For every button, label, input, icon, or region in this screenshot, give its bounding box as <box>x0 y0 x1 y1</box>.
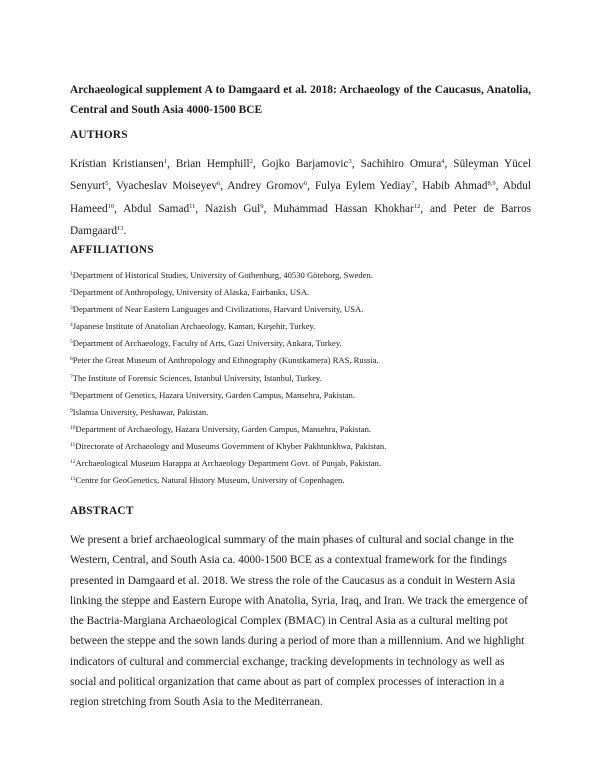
affiliation-text: Department of Archaeology, Hazara University, Garden Campus, Mansehra, Pakistan. <box>75 423 372 434</box>
author-affiliation-marker: 13 <box>117 224 124 232</box>
author-name: Süleyman Yücel Senyurt <box>70 158 531 193</box>
author-name: Habib Ahmad <box>422 180 488 193</box>
affiliation-number: 11 <box>70 441 76 448</box>
author-affiliation-marker: 8,9 <box>487 180 496 188</box>
affiliation-number: 7 <box>70 373 73 380</box>
affiliation-number: 5 <box>70 339 73 346</box>
affiliation-item <box>70 268 540 280</box>
author-name: Nazish Gul <box>205 202 261 215</box>
author-name: Peter de Barros Damgaard <box>70 202 531 237</box>
abstract-text: We present a brief archaeological summary of the main phases of cultural and social change in the Western, Central, and South Asia ca. 4000-1500 BCE as a contextual framework for the findings presented in Damgaard et al. 2018. We stress the role of the Caucasus as a conduit in Western Asia linking the steppe and Eastern Europe with Anatolia, Syria, Iraq, and Iran. We track the emergence of the Bactria-Margiana Archaeological Complex (BMAC) in Central Asia as a cultural melting pot between the steppe and the sown lands during a period of more than a millennium. And we highlight indicators of cultural and commercial exchange, tracking developments in technology as well as social and political organization that came about as part of complex processes of interaction in a region stretching from South Asia to the Mediterranean. <box>70 534 528 709</box>
author-name: Abdul Hameed <box>70 180 531 215</box>
affiliation-item <box>70 473 540 485</box>
author-name: Abdul Samad <box>123 202 190 215</box>
affiliation-text: Department of Near Eastern Languages and Civilizations, Harvard University, USA. <box>72 304 364 315</box>
author-affiliation-marker: 3 <box>348 158 352 165</box>
affiliation-text: Archaeological Museum Harappa at Archaeology Department Govt. of Punjab, Pakistan. <box>75 458 381 469</box>
affiliation-item <box>70 456 540 468</box>
affiliation-text: The Institute of Forensic Sciences, Istanbul University, Istanbul, Turkey. <box>72 372 322 383</box>
author-name: Vyacheslav Moiseyev <box>116 180 217 193</box>
author-name: Muhammad Hassan Khokhar <box>273 202 414 215</box>
affiliation-list <box>70 268 540 490</box>
affiliation-number: 10 <box>70 424 76 431</box>
author-name: Sachihiro Omura <box>360 158 442 170</box>
affiliation-text: Centre for GeoGenetics, Natural History Museum, University of Copenhagen. <box>75 475 345 486</box>
affiliation-item <box>70 388 540 400</box>
author-affiliation-marker: 10 <box>107 202 115 210</box>
author-affiliation-marker: 5 <box>105 180 109 188</box>
affiliation-item <box>70 439 540 451</box>
affiliations-heading: AFFILIATIONS <box>70 244 154 256</box>
affiliation-item <box>70 371 540 383</box>
author-list: Kristian Kristiansen$^1$, Brian Hemphill$^2$, Gojko Barjamovic$^3$, Sachihiro Omura$^4$, Süleyman Yücel Senyurt$^5$, Vyacheslav Moiseyev$^6$, Andrey Gromov$^6$, Fulya Eylem Yediay$^7$, Habib Ahmad$^{8,9}$, Abdul Hameed$^{10}$, Abdul Samad$^{11}$, Nazish Gul$^9$, Muhammad Hassan Khokhar$^{12}$, and Peter de Barros Damgaard$^{13}$. <box>70 158 531 237</box>
author-name: Brian Hemphill <box>175 158 250 170</box>
author-name: Kristian Kristiansen <box>70 158 164 170</box>
affiliation-text: Directorate of Archaeology and Museums Government of Khyber Pakhtunkhwa, Pakistan. <box>75 440 387 451</box>
author-name: Gojko Barjamovic <box>261 158 349 170</box>
author-affiliation-marker: 7 <box>411 180 415 188</box>
affiliation-text: Department of Historical Studies, University of Gothenburg, 40530 Göteborg, Sweden. <box>72 270 373 280</box>
authors-heading: AUTHORS <box>70 129 128 141</box>
abstract-heading: ABSTRACT <box>70 505 134 517</box>
affiliation-number: 3 <box>70 305 73 312</box>
affiliation-number: 1 <box>70 271 73 277</box>
affiliation-text: Department of Anthropology, University of Alaska, Fairbanks, USA. <box>72 287 310 298</box>
affiliation-text: Peter the Great Museum of Anthropology and Ethnography (Kunstkamera) RAS, Russia. <box>72 355 379 366</box>
affiliation-item <box>70 405 540 417</box>
affiliation-text: Islamia University, Peshawar, Pakistan. <box>72 406 209 417</box>
paper-title: Archaeological supplement A to Damgaard et al. 2018: Archaeology of the Caucasus, Anatolia, Central and South Asia 4000-1500 BCE <box>70 84 531 116</box>
affiliation-number: 4 <box>70 322 73 329</box>
affiliation-number: 9 <box>70 407 73 414</box>
affiliation-text: Japanese Institute of Anatolian Archaeology, Kaman, Kırşehir, Turkey. <box>72 321 316 332</box>
affiliation-number: 2 <box>70 288 73 295</box>
affiliation-item <box>70 422 540 434</box>
author-affiliation-marker: 4 <box>441 158 445 165</box>
affiliation-number: 6 <box>70 356 73 363</box>
author-name: Andrey Gromov <box>227 180 304 193</box>
affiliation-number: 8 <box>70 390 73 397</box>
affiliation-text: Department of Archaeology, Faculty of Arts, Gazi University, Ankara, Turkey. <box>72 338 342 349</box>
affiliation-number: 13 <box>70 476 76 483</box>
author-affiliation-marker: 6 <box>303 180 308 188</box>
author-affiliation-marker: 1 <box>163 158 168 165</box>
affiliation-item <box>70 336 540 348</box>
affiliation-item <box>70 353 540 365</box>
author-affiliation-marker: 6 <box>216 180 221 188</box>
author-affiliation-marker: 11 <box>189 202 196 210</box>
affiliation-number: 12 <box>70 459 76 466</box>
affiliation-item <box>70 319 540 331</box>
author-name: Fulya Eylem Yediay <box>314 180 412 193</box>
author-affiliation-marker: 2 <box>249 158 253 165</box>
affiliation-item <box>70 285 540 297</box>
affiliation-item <box>70 302 540 314</box>
affiliation-text: Department of Genetics, Hazara University, Garden Campus, Mansehra, Pakistan. <box>72 389 355 400</box>
author-affiliation-marker: 12 <box>413 202 421 210</box>
author-affiliation-marker: 9 <box>260 202 264 210</box>
